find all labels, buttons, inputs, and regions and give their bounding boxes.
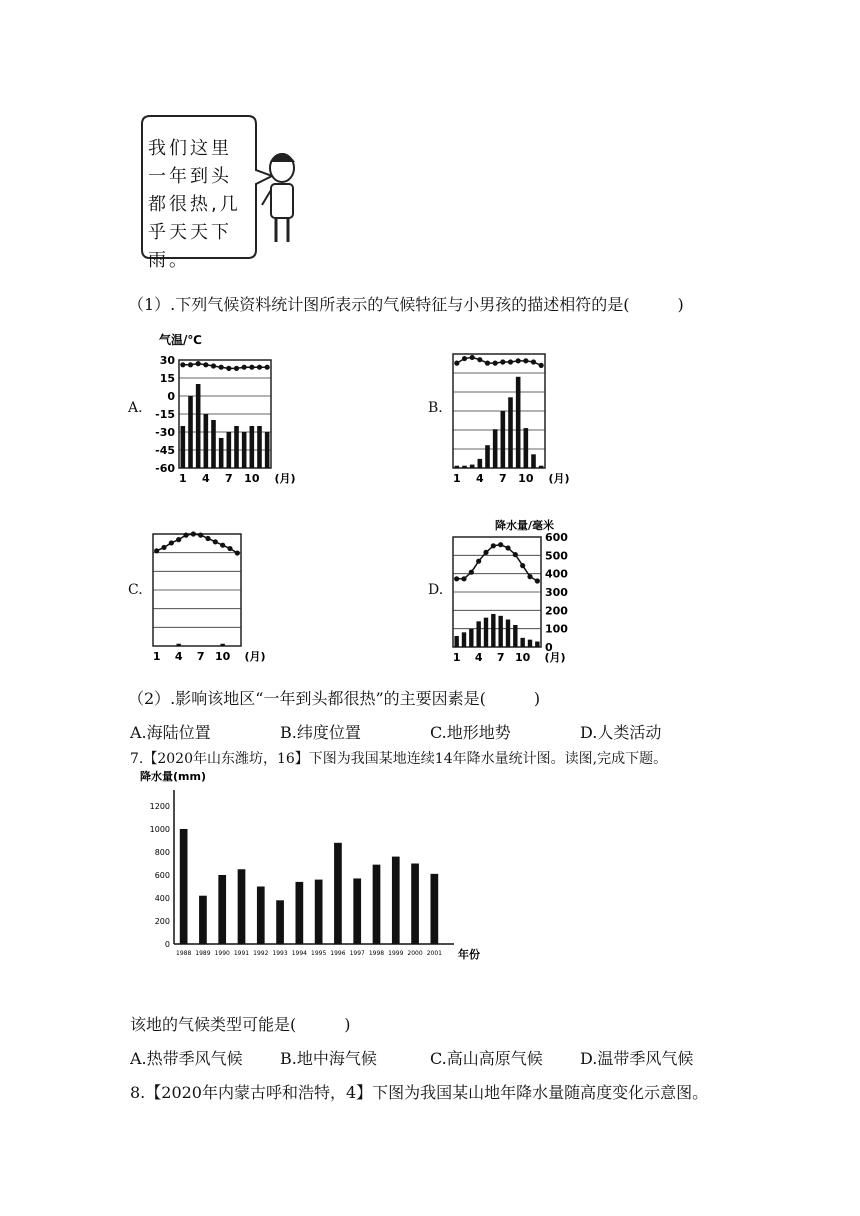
- temperature-point: [477, 357, 482, 362]
- temperature-point: [454, 361, 459, 366]
- precip-bar: [176, 644, 180, 646]
- precip-bar: [470, 465, 475, 468]
- precip-bar: [469, 629, 473, 647]
- x-tick-label: 10: [515, 651, 531, 664]
- precip-bar: [455, 466, 460, 468]
- speech-line: 一年到头: [148, 166, 232, 187]
- x-tick-label: 1989: [195, 950, 211, 957]
- x-tick-label: 4: [476, 472, 484, 485]
- rain-bar: [257, 887, 265, 945]
- q1-text: （1）.下列气候资料统计图所表示的气候特征与小男孩的描述相符的是( ): [128, 295, 684, 314]
- y-tick-label: 1000: [149, 825, 170, 834]
- x-tick-label: 7: [496, 651, 505, 664]
- speech-line: 我们这里: [148, 138, 232, 159]
- option-label-c: C.: [128, 582, 143, 598]
- temperature-point: [470, 355, 475, 360]
- precip-bar: [528, 640, 532, 647]
- temperature-point: [513, 552, 518, 557]
- x-tick-label: 4: [474, 651, 483, 664]
- precip-bar: [220, 644, 224, 646]
- x-tick-label: 4: [202, 472, 210, 485]
- temperature-point: [235, 550, 240, 555]
- temperature-line: [183, 364, 267, 369]
- x-tick-label: 2000: [407, 950, 423, 957]
- x-tick-label: 7: [499, 472, 507, 485]
- y-tick-label: -60: [155, 462, 175, 475]
- temperature-point: [257, 365, 262, 370]
- y-tick-label: -15: [155, 408, 175, 421]
- q2-text: （2）.影响该地区“一年到头都很热”的主要因素是( ): [128, 689, 541, 708]
- x-tick-label: 1998: [368, 950, 385, 957]
- precip-bar: [196, 384, 201, 468]
- y-tick-label: 800: [154, 848, 170, 857]
- y-tick-label: 400: [154, 894, 170, 903]
- precip-bar: [234, 426, 239, 468]
- precip-bar: [539, 466, 544, 468]
- precip-bar: [204, 414, 209, 468]
- precip-bar: [181, 426, 186, 468]
- precip-bar: [462, 466, 467, 468]
- temperature-point: [535, 578, 540, 583]
- y-tick-label: 100: [545, 622, 568, 636]
- temperature-point: [508, 359, 513, 364]
- y-tick-label: 500: [545, 549, 568, 563]
- temperature-point: [531, 359, 536, 364]
- climate-chart-d: [445, 515, 595, 670]
- temperature-point: [516, 358, 521, 363]
- temperature-point: [462, 356, 467, 361]
- precip-bar: [513, 625, 517, 647]
- temperature-point: [188, 362, 193, 367]
- y-tick-label: 30: [159, 354, 175, 367]
- precip-bar: [265, 432, 270, 468]
- y-tick-label: 0: [164, 940, 170, 949]
- rain-bar: [276, 900, 284, 944]
- precip-bar: [531, 454, 536, 468]
- rain-bar: [218, 875, 226, 944]
- precip-bar: [516, 377, 521, 468]
- y-tick-label: 0: [545, 641, 553, 654]
- precip-bar: [188, 396, 193, 468]
- y-tick-label: 0: [167, 390, 175, 403]
- temperature-point: [498, 542, 503, 547]
- q2-option-b: B.纬度位置: [280, 723, 361, 742]
- q7-text: 7.【2020年山东潍坊，16】下图为我国某地连续14年降水量统计图。读图,完成下题。: [130, 751, 668, 767]
- temperature-point: [520, 563, 525, 568]
- precip-bar: [478, 459, 483, 468]
- option-label-b: B.: [428, 400, 443, 416]
- y-tick-label: 200: [545, 604, 568, 618]
- x-tick-label: 1996: [330, 950, 346, 957]
- x-tick-label: 1: [453, 472, 461, 485]
- temperature-point: [196, 361, 201, 366]
- precip-bar: [250, 426, 255, 468]
- temperature-point: [461, 576, 466, 581]
- boy-figure: [262, 153, 295, 242]
- y-axis-label: 气温/℃: [159, 333, 202, 347]
- x-tick-label: 1: [179, 472, 187, 485]
- speech-line: 乎天天下: [148, 222, 232, 243]
- rain-bar: [199, 896, 207, 944]
- rain-bar: [411, 864, 419, 945]
- q2-option-a: A.海陆位置: [130, 723, 211, 742]
- x-tick-label: 1992: [253, 950, 269, 957]
- temperature-point: [242, 365, 247, 370]
- y-tick-label: -45: [155, 444, 175, 457]
- rain-bar: [392, 857, 400, 944]
- temperature-point: [227, 546, 232, 551]
- y-tick-label: 600: [545, 531, 568, 544]
- precip-bar: [219, 438, 224, 468]
- y-tick-label: 300: [545, 586, 568, 599]
- temperature-line: [457, 545, 538, 581]
- speech-text: [148, 135, 241, 275]
- precip-bar: [257, 426, 262, 468]
- precip-bar: [524, 428, 529, 468]
- precip-bar: [242, 432, 247, 468]
- y-tick-label: 15: [159, 372, 175, 385]
- x-tick-label: 1990: [214, 950, 230, 957]
- precip-bar: [454, 636, 458, 647]
- temperature-point: [205, 536, 210, 541]
- temperature-point: [476, 559, 481, 564]
- temperature-point: [523, 358, 528, 363]
- option-label-d: D.: [428, 582, 444, 598]
- precip-bar: [211, 420, 216, 468]
- temperature-point: [169, 540, 174, 545]
- x-tick-label: 10: [244, 472, 260, 485]
- temperature-point: [493, 361, 498, 366]
- temperature-point: [226, 366, 231, 371]
- precip-bar: [501, 411, 506, 468]
- y-tick-label: -30: [155, 426, 175, 439]
- temperature-point: [176, 537, 181, 542]
- precip-bar: [520, 638, 524, 647]
- x-tick-label: 4: [174, 650, 183, 663]
- precip-bar: [508, 397, 513, 468]
- temperature-point: [203, 362, 208, 367]
- rain-bar: [431, 874, 439, 944]
- rain-bar: [334, 843, 342, 944]
- x-tick-label: 1997: [349, 950, 365, 957]
- q7-question: 该地的气候类型可能是( ): [130, 1015, 351, 1034]
- temperature-point: [183, 533, 188, 538]
- x-tick-label: 1999: [388, 950, 404, 957]
- q7-option-c: C.高山高原气候: [430, 1049, 543, 1068]
- x-tick-label: 2001: [426, 950, 442, 957]
- temperature-point: [198, 533, 203, 538]
- speech-line: 都很热,几: [148, 194, 241, 215]
- x-tick-label: 1993: [272, 950, 288, 957]
- y-axis-label: 降水量/毫米: [495, 519, 555, 532]
- x-tick-label: 7: [225, 472, 233, 485]
- precip-bar: [535, 642, 539, 648]
- q2-option-c: C.地形地势: [430, 723, 511, 742]
- precip-bar: [462, 632, 466, 647]
- temperature-line: [457, 357, 541, 365]
- q7-option-d: D.温带季风气候: [580, 1049, 694, 1068]
- x-tick-label: 10: [215, 650, 231, 663]
- y-tick-label: 1200: [149, 802, 170, 811]
- x-tick-label: (月): [244, 650, 266, 663]
- temperature-point: [483, 550, 488, 555]
- x-tick-label: 1995: [311, 950, 327, 957]
- q2-option-d: D.人类活动: [580, 723, 662, 742]
- temperature-point: [211, 363, 216, 368]
- temperature-point: [539, 363, 544, 368]
- rain-bar: [180, 829, 188, 944]
- temperature-point: [234, 366, 239, 371]
- precip-bar: [506, 620, 510, 648]
- temperature-point: [454, 576, 459, 581]
- x-axis-label: 年份: [458, 948, 480, 961]
- option-label-a: A.: [128, 400, 143, 416]
- q7-option-b: B.地中海气候: [280, 1049, 377, 1068]
- q7-option-a: A.热带季风气候: [130, 1049, 243, 1068]
- rain-bar: [373, 865, 381, 944]
- speech-line: 雨。: [148, 250, 190, 271]
- precip-bar: [493, 429, 498, 468]
- x-tick-label: 1988: [176, 950, 192, 957]
- temperature-line: [157, 534, 238, 553]
- precip-bar: [491, 614, 495, 647]
- climate-chart-b: [445, 340, 575, 490]
- x-tick-label: 10: [518, 472, 534, 485]
- climate-chart-a: [145, 330, 295, 490]
- rain-bar: [238, 869, 246, 944]
- temperature-point: [505, 545, 510, 550]
- temperature-point: [249, 365, 254, 370]
- temperature-point: [220, 543, 225, 548]
- precip-bar: [498, 616, 502, 647]
- q8-text: 8.【2020年内蒙古呼和浩特，4】下图为我国某山地年降水量随高度变化示意图。: [130, 1083, 709, 1102]
- temperature-point: [485, 361, 490, 366]
- x-tick-label: 1994: [291, 950, 307, 957]
- y-tick-label: 200: [154, 917, 170, 926]
- y-tick-label: 400: [545, 567, 568, 581]
- temperature-point: [527, 574, 532, 579]
- rain-bar: [315, 880, 323, 944]
- x-tick-label: (月): [548, 472, 570, 485]
- x-tick-label: (月): [274, 472, 296, 485]
- precip-bar: [476, 621, 480, 647]
- temperature-point: [265, 365, 270, 370]
- temperature-point: [161, 545, 166, 550]
- temperature-point: [491, 543, 496, 548]
- rain-bar: [296, 882, 304, 944]
- x-tick-label: 1991: [233, 950, 250, 957]
- y-tick-label: 600: [154, 871, 170, 880]
- temperature-point: [213, 539, 218, 544]
- y-axis-label: 降水量(mm): [140, 770, 206, 783]
- precip-bar: [485, 445, 490, 468]
- precip-bar: [227, 432, 232, 468]
- temperature-point: [469, 570, 474, 575]
- temperature-point: [219, 365, 224, 370]
- temperature-point: [180, 362, 185, 367]
- x-tick-label: (月): [544, 651, 566, 664]
- climate-chart-c: [145, 520, 275, 670]
- x-tick-label: 1: [452, 651, 461, 664]
- x-tick-label: 7: [196, 650, 205, 663]
- temperature-point: [191, 531, 196, 536]
- x-tick-label: 1: [152, 650, 161, 663]
- precip-bar: [484, 618, 488, 647]
- rain-bar: [353, 878, 361, 944]
- rainfall-chart: [140, 766, 480, 966]
- temperature-point: [500, 359, 505, 364]
- temperature-point: [154, 548, 159, 553]
